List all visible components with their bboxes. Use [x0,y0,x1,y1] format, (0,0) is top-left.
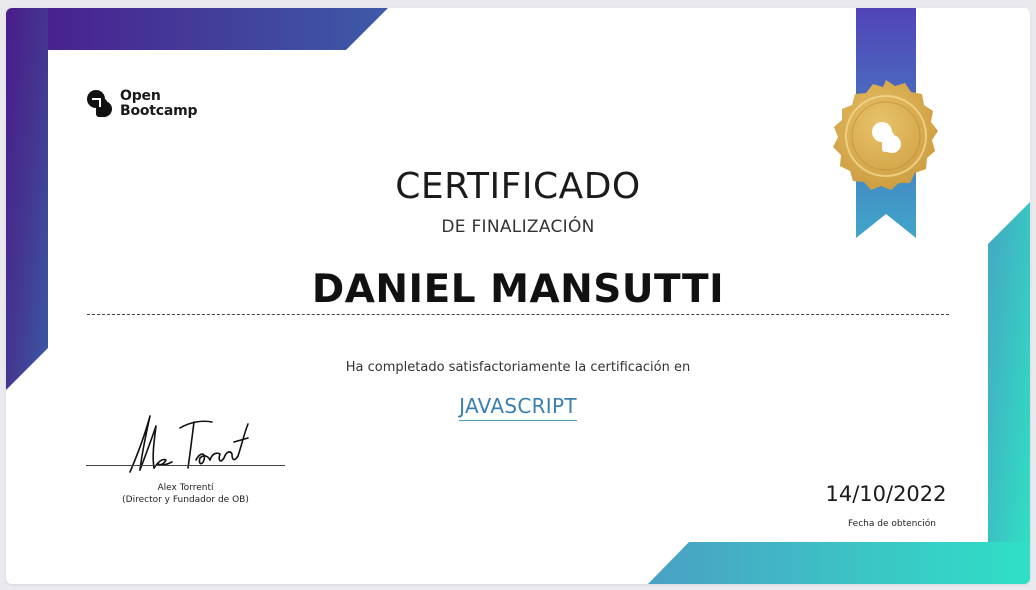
open-bootcamp-logo [86,88,197,120]
certificate-title: CERTIFICADO [395,166,641,207]
signer-name: Alex Torrentí [157,483,214,493]
open-bootcamp-logo-icon [86,89,114,119]
logo-wordmark [120,89,197,119]
recipient-name: DANIEL MANSUTTI [311,267,725,312]
signature-image [116,408,256,480]
completion-text: Ha completado satisfactoriamente la certificación en [345,360,691,375]
certificate-subtitle: DE FINALIZACIÓN [441,217,595,237]
certificate [6,8,1030,584]
logo-line-2: Bootcamp [120,103,198,119]
course-name: JAVASCRIPT [459,394,577,421]
issue-date: 14/10/2022 [825,482,947,506]
signature-line [86,465,285,466]
issue-date-label: Fecha de obtención [847,519,936,529]
signer-title: (Director y Fundador de OB) [122,495,249,505]
award-badge-icon [828,8,948,248]
logo-line-1: Open [120,88,161,104]
recipient-dashed-line [87,314,949,315]
